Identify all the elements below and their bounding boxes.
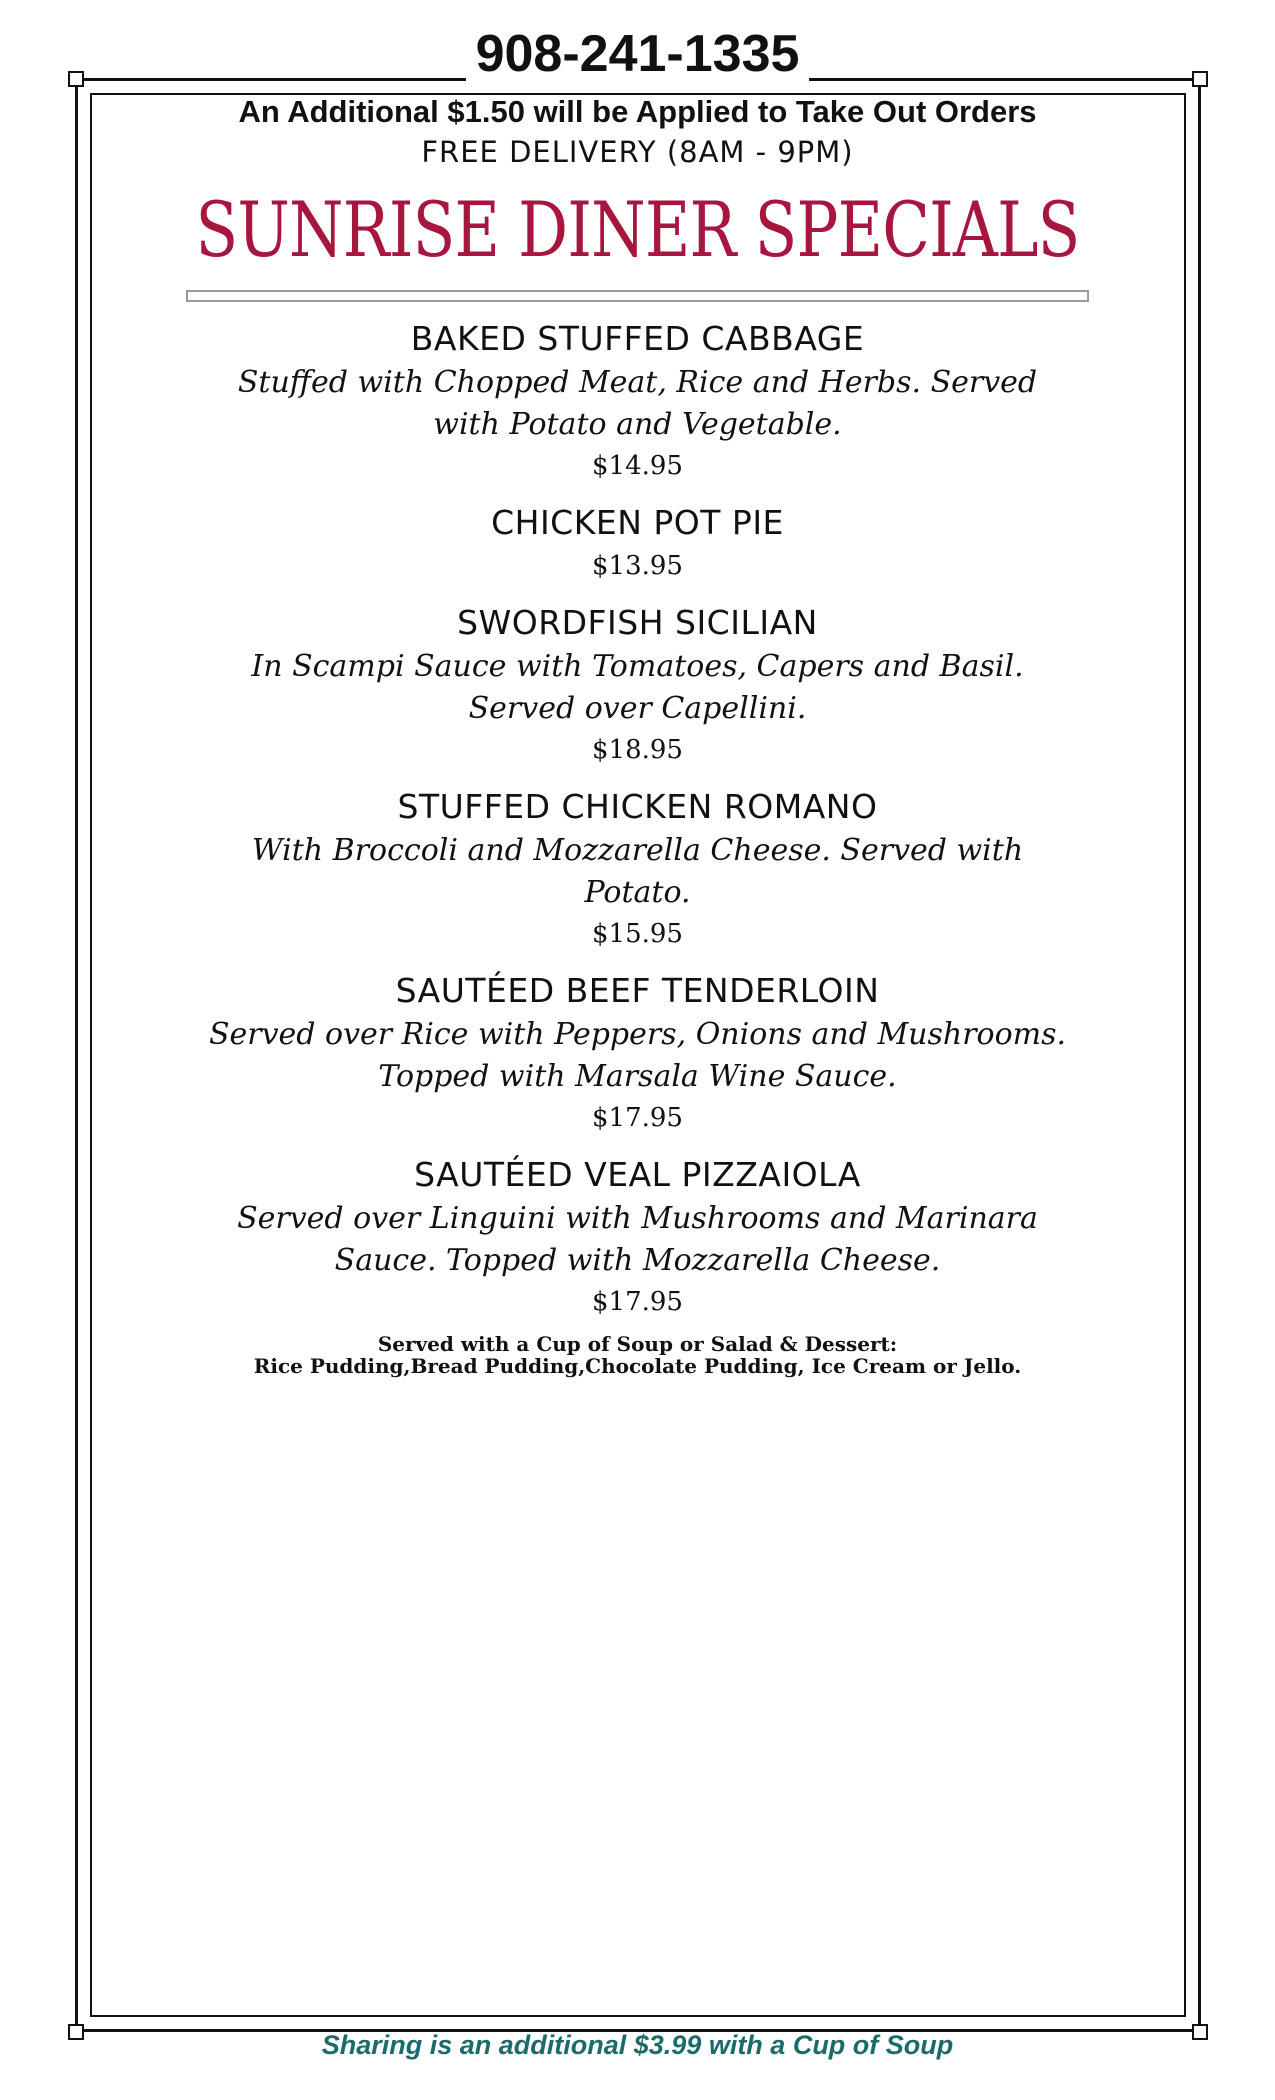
item-name: SWORDFISH SICILIAN [457,603,818,642]
item-description: Served over Rice with Peppers, Onions and Mushrooms. Topped with Marsala Wine Sauce. [208,1017,1067,1094]
item-price: $14.95 [592,451,683,481]
menu-item-swordfish-sicilian [0,600,1275,770]
specials-list [0,316,1275,1380]
title-divider [186,290,1089,302]
item-name: STUFFED CHICKEN ROMANO [397,787,878,826]
phone-number-text: 908-241-1335 [466,25,810,83]
item-description: In Scampi Sauce with Tomatoes, Capers and Basil. Served over Capellini. [251,649,1024,726]
menu-item-sauteed-beef-tenderloin [0,968,1275,1138]
item-name: BAKED STUFFED CABBAGE [410,319,865,358]
phone-number [0,24,1275,84]
item-description: Served over Linguini with Mushrooms and Marinara Sauce. Topped with Mozzarella Cheese. [237,1201,1038,1278]
item-price: $17.95 [592,1103,683,1133]
item-price: $13.95 [592,551,683,581]
sharing-note: Sharing is an additional $3.99 with a Cup of Soup [321,2030,954,2060]
page-title: SUNRISE DINER SPECIALS [195,185,1080,274]
dessert-options-text: Rice Pudding,Bread Pudding,Chocolate Pudding, Ice Cream or Jello. [253,1354,1022,1378]
menu-item-stuffed-chicken-romano [0,784,1275,954]
served-with-note: Served with a Cup of Soup or Salad & Dessert: [377,1332,898,1356]
item-description: Stuffed with Chopped Meat, Rice and Herbs. Served with Potato and Vegetable. [237,365,1038,442]
item-name: CHICKEN POT PIE [491,503,784,542]
item-name: SAUTÉED VEAL PIZZAIOLA [414,1155,861,1194]
takeout-note: An Additional $1.50 will be Applied to Take Out Orders [238,94,1037,129]
delivery-note: FREE DELIVERY (8AM - 9PM) [421,135,854,169]
menu-item-chicken-pot-pie [0,500,1275,586]
item-price: $15.95 [592,919,683,949]
menu-item-baked-stuffed-cabbage [0,316,1275,486]
item-price: $17.95 [592,1287,683,1317]
menu-item-sauteed-veal-pizzaiola [0,1152,1275,1322]
item-description: With Broccoli and Mozzarella Cheese. Served with Potato. [251,833,1024,910]
dessert-options-note [0,1352,1275,1380]
item-price: $18.95 [592,735,683,765]
item-name: SAUTÉED BEEF TENDERLOIN [395,971,880,1010]
